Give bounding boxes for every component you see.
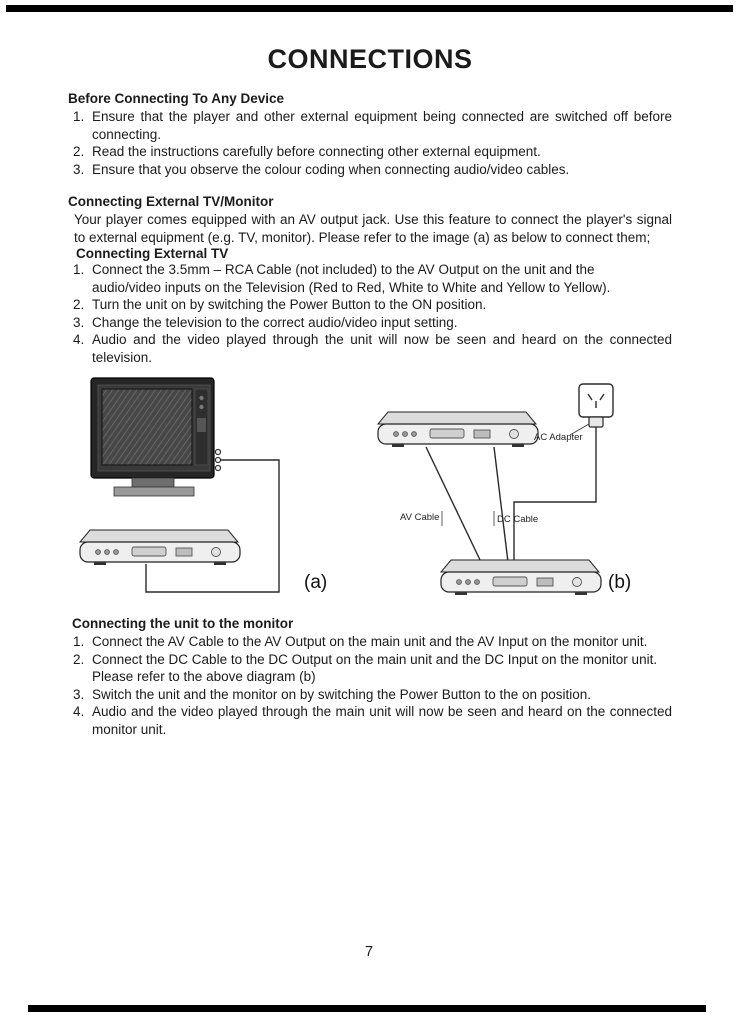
list-item-number: 3. [73,686,85,702]
subsection-heading-external-tv: Connecting External TV [76,246,229,261]
ac-plug-icon [589,417,603,427]
list-item-number: 3. [73,314,85,330]
top-scan-bar [6,5,733,12]
unit-to-monitor-list [68,633,672,738]
dvd-player-monitor-illustration [441,560,601,595]
list-item-text: Connect the DC Cable to the DC Output on the main unit and the DC Input on the monitor unit. Please refer to the above diagram (b) [92,651,658,684]
external-tv-list [68,261,672,366]
list-item [68,143,672,161]
list-item-text: Connect the AV Cable to the AV Output on the main unit and the AV Input on the monitor unit. [92,634,648,649]
section-heading-unit-to-monitor: Connecting the unit to the monitor [72,616,294,631]
list-item [68,161,672,179]
page-number: 7 [364,944,374,960]
list-item-text: Turn the unit on by switching the Power Button to the ON position. [92,297,487,312]
av-cable-line [426,447,481,562]
list-item-number: 2. [73,297,85,312]
list-item-text: Ensure that you observe the colour coding when connecting audio/video cables. [92,161,570,177]
tv-illustration [91,378,214,496]
section-heading-before-connecting: Before Connecting To Any Device [68,91,285,106]
ac-cable-line [514,427,596,562]
list-item-text: Ensure that the player and other external equipment being connected are switched off before connecting. [92,109,672,142]
dc-cable-line [494,447,508,562]
before-connecting-list [68,108,672,178]
diagram-b-label: (b) [608,572,632,593]
diagram-a-label: (a) [304,572,328,593]
connection-diagram [56,374,708,610]
list-item-number: 3. [73,161,85,177]
external-tv-intro-text: Your player comes equipped with an AV output jack. Use this feature to connect the player's signal to external equipment (e.g. TV, monitor). Please refer to the image (a) as below to connect them; [74,212,672,245]
list-item-number: 2. [73,651,85,667]
dc-cable-label: DC Cable [497,514,539,525]
connection-diagrams-figure [68,374,672,610]
wall-outlet-icon [579,384,613,417]
list-item-number: 1. [73,109,85,124]
rca-jacks-icon [215,449,220,470]
list-item-number: 1. [73,262,85,277]
list-item-number: 4. [73,332,85,347]
list-item [68,686,672,704]
list-item [68,703,672,738]
list-item-text: Change the television to the correct audio/video input setting. [92,314,458,330]
list-item [68,314,672,332]
list-item-text: Audio and the video played through the main unit will now be seen and heard on the connected monitor unit. [92,704,672,737]
list-item [68,108,672,143]
list-item-text: Connect the 3.5mm – RCA Cable (not included) to the AV Output on the unit and the audio/video inputs on the Television (Red to Red, White to White and Yellow to Yellow). [92,262,611,295]
list-item-text: Read the instructions carefully before connecting other external equipment. [92,144,541,159]
list-item [68,261,672,296]
list-item [68,331,672,366]
list-item-text: Audio and the video played through the unit will now be seen and heard on the connected television. [92,332,672,365]
list-item [68,651,672,686]
dvd-player-a-illustration [80,530,240,565]
list-item-text: Switch the unit and the monitor on by switching the Power Button to the on position. [92,686,592,702]
section-heading-external-tv-monitor: Connecting External TV/Monitor [68,194,274,209]
list-item-number: 2. [73,144,85,159]
av-cable-label: AV Cable [400,512,440,523]
list-item [68,633,672,651]
list-item-number: 1. [73,634,85,649]
page-title: CONNECTIONS [267,44,473,74]
list-item [68,296,672,314]
list-item-number: 4. [73,704,85,719]
page-content [68,44,672,738]
dvd-player-main-illustration [378,412,538,447]
bottom-scan-bar [28,1005,706,1012]
ac-adapter-label: AC Adapter [534,432,583,443]
